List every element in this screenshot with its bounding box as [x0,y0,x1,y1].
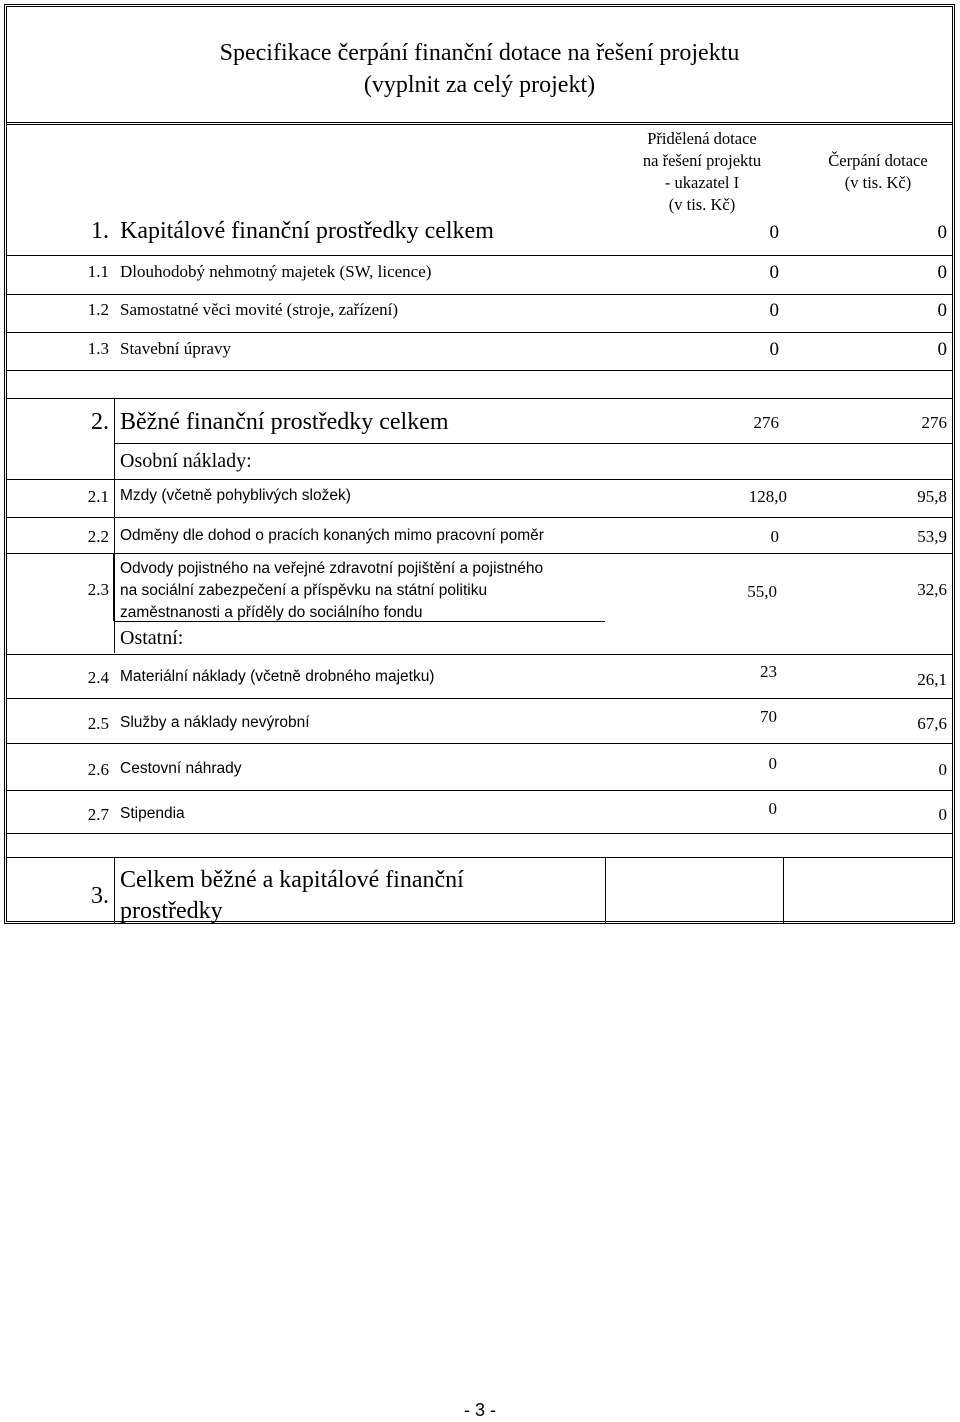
title-line-2: (vyplnit za celý projekt) [363,72,596,98]
header-allocated: Přidělená dotace na řešení projektu - ukazatel I (v tis. Kč) [642,129,762,214]
row-3: 3. Celkem běžné a kapitálové finanční prostředky [91,867,464,924]
header-drawn: Čerpání dotace (v tis. Kč) [828,151,928,192]
row-1: 1. Kapitálové finanční prostředky celkem 0 0 [91,218,947,244]
specification-table: Specifikace čerpání finanční dotace na řešení projektu (vyplnit za celý projekt) Přidělená dotace na řešení projektu - ukazatel I (v tis. Kč) Čerpání dotace (v tis. Kč) 1. Kapitálové finanční prostředky celkem 0 0 1.1 Dlouhodobý nehmotný majetek (SW, licence) 0 0 1.2 Samostatné věci movité (stroje, zařízení) 0 0 1.3 Stavební úpravy 0 0 2. Běžné finanční prostředky celkem 276 276 Osobní náklady: 2.1 Mzdy (včetně pohyblivých složek) 128,0 95,8 2.2 Odměny dle dohod o pracích konaných mimo pracovní poměr 0 53,9 2.3 Odvody pojistného na veřejné zdravotní pojištění a pojistného na sociální zabezpečení a příspěvku na státní politiku zaměstnanosti a příděly do sociálního fondu 55,0 32,6 Ostatní: 2.4 Materiální náklady (včetně drobného majetku) 23 26,1 2.5 Služby a náklady nevýrobní 70 67,6 2.6 Cestovní náhrady 0 0 2.7 Stipendia 0 0 3. Celkem běžné a kapitálové finanční prostředky [4,4,955,924]
page-number: - 3 - [463,1400,496,1420]
other-costs-heading: Ostatní: [120,627,184,649]
title-block [7,7,952,125]
row-2-3: 2.3 Odvody pojistného na veřejné zdravotní pojištění a pojistného na sociální zabezpečení a příspěvku na státní politiku zaměstnanosti a příděly do sociálního fondu 55,0 32,6 [87,560,947,621]
title-line-1: Specifikace čerpání finanční dotace na řešení projektu [219,40,740,66]
personal-costs-heading: Osobní náklady: [120,450,252,472]
